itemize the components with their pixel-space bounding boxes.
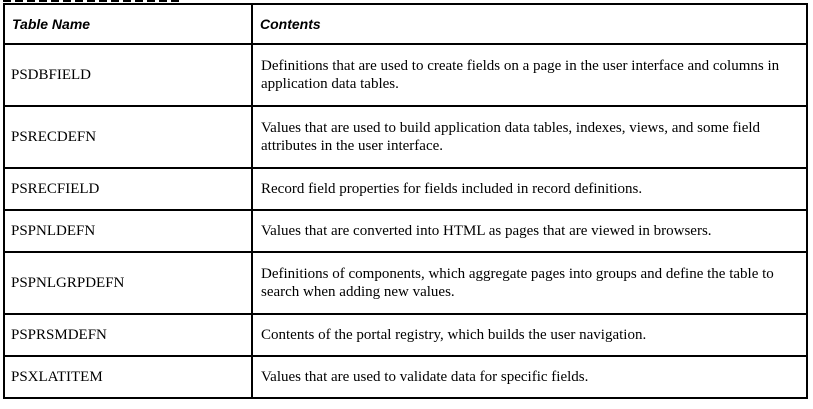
table-definitions [3,3,808,399]
table-name-cell: PSRECFIELD [4,168,252,210]
contents-cell: Values that are converted into HTML as pages that are viewed in browsers. [252,210,807,252]
contents-cell: Record field properties for fields included in record definitions. [252,168,807,210]
header-contents: Contents [252,4,807,44]
table-name-cell: PSPRSMDEFN [4,314,252,356]
table-row [4,210,807,252]
table-name-cell: PSPNLDEFN [4,210,252,252]
table-name-cell: PSXLATITEM [4,356,252,398]
table-row [4,168,807,210]
contents-cell: Definitions of components, which aggregate pages into groups and define the table to search when adding new values. [252,252,807,314]
table-row [4,106,807,168]
contents-cell: Values that are used to build application data tables, indexes, views, and some field attributes in the user interface. [252,106,807,168]
contents-cell: Definitions that are used to create fields on a page in the user interface and columns in application data tables. [252,44,807,106]
table-row [4,356,807,398]
table-name-cell: PSDBFIELD [4,44,252,106]
table-name-cell: PSRECDEFN [4,106,252,168]
contents-cell: Contents of the portal registry, which builds the user navigation. [252,314,807,356]
header-table-name: Table Name [4,4,252,44]
cropped-text-remnant [3,0,183,2]
contents-cell: Values that are used to validate data for specific fields. [252,356,807,398]
table-row [4,314,807,356]
table-name-cell: PSPNLGRPDEFN [4,252,252,314]
table-row [4,44,807,106]
table-header-row [4,4,807,44]
table-row [4,252,807,314]
